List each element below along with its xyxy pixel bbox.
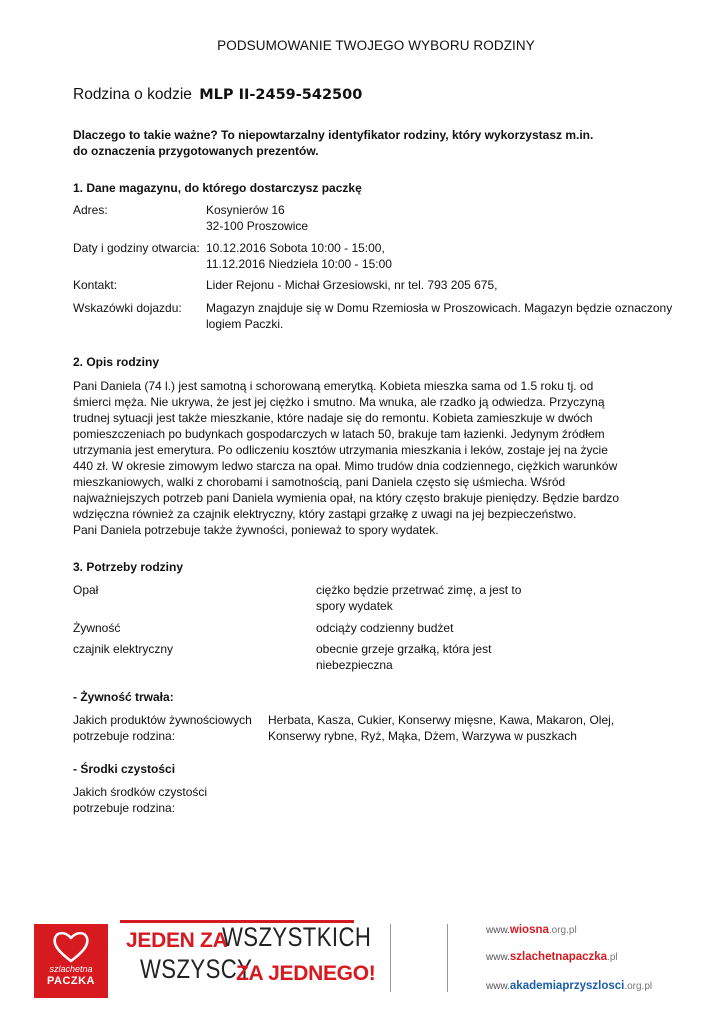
- need-reason: [316, 582, 546, 614]
- hours-label: Daty i godziny otwarcia:: [73, 241, 200, 255]
- family-code-prefix: Rodzina o kodzie: [73, 86, 192, 103]
- food-label-line: potrzebuje rodzina:: [73, 729, 176, 743]
- link-szlachetnapaczka[interactable]: [486, 951, 618, 963]
- footer-banner: [0, 900, 724, 1024]
- link-prefix: www.: [486, 952, 510, 963]
- hours-line-2: 11.12.2016 Niedziela 10:00 - 15:00: [206, 257, 392, 271]
- address-line-1: Kosynierów 16: [206, 203, 285, 217]
- need-reason-line: odciąży codzienny budżet: [316, 621, 454, 635]
- slogan-dark-2: WSZYSCY: [140, 954, 253, 984]
- link-wiosna[interactable]: [486, 924, 577, 936]
- heart-icon: [51, 930, 91, 964]
- link-suffix: .pl: [607, 952, 618, 963]
- description-heading: 2. Opis rodziny: [73, 355, 160, 369]
- cleaning-label-line: potrzebuje rodzina:: [73, 801, 176, 815]
- slogan-red-1: JEDEN ZA: [126, 929, 228, 952]
- address-value: [206, 202, 676, 234]
- food-value: [268, 712, 688, 744]
- why-line-2: do oznaczenia przygotowanych prezentów.: [73, 144, 319, 158]
- food-heading: - Żywność trwała:: [73, 690, 174, 704]
- family-code-line: [73, 86, 362, 104]
- cleaning-label-line: Jakich środków czystości: [73, 785, 208, 799]
- need-reason-line: obecnie grzeje grzałką, która jest: [316, 642, 492, 656]
- hours-value: [206, 240, 676, 272]
- address-label: Adres:: [73, 203, 108, 217]
- cleaning-label: [73, 784, 207, 816]
- link-suffix: .org.pl: [548, 925, 577, 936]
- link-akademiaprzyszlosci[interactable]: [486, 980, 652, 992]
- food-value-line: Herbata, Kasza, Cukier, Konserwy mięsne, Kawa, Makaron, Olej,: [268, 713, 615, 727]
- address-line-2: 32-100 Proszowice: [206, 219, 309, 233]
- link-name: akademiaprzyszlosci: [509, 980, 625, 992]
- footer-divider: [447, 924, 448, 992]
- szlachetna-paczka-logo: [34, 924, 108, 998]
- need-reason-line: spory wydatek: [316, 599, 393, 613]
- cleaning-heading: - Środki czystości: [73, 762, 176, 776]
- link-prefix: www.: [486, 925, 510, 936]
- need-name: czajnik elektryczny: [73, 642, 174, 656]
- slogan-red-2: ZA JEDNEGO!: [236, 962, 376, 985]
- logo-text-szlachetna: szlachetna: [49, 964, 93, 974]
- document-title: PODSUMOWANIE TWOJEGO WYBORU RODZINY: [217, 38, 535, 53]
- need-name: Opał: [73, 583, 99, 597]
- link-name: szlachetnapaczka: [509, 951, 608, 963]
- contact-value: Lider Rejonu - Michał Grzesiowski, nr tel. 793 205 675,: [206, 278, 498, 292]
- needs-heading: 3. Potrzeby rodziny: [73, 560, 184, 574]
- link-name: wiosna: [509, 924, 549, 936]
- need-reason-line: niebezpieczna: [316, 658, 393, 672]
- directions-label: Wskazówki dojazdu:: [73, 301, 182, 315]
- contact-label: Kontakt:: [73, 278, 118, 292]
- directions-value: [206, 300, 676, 332]
- food-value-line: Konserwy rybne, Ryż, Mąka, Dżem, Warzywa w puszkach: [268, 729, 577, 743]
- need-reason: [316, 620, 546, 636]
- link-prefix: www.: [486, 981, 510, 992]
- directions-line-2: logiem Paczki.: [206, 317, 284, 331]
- directions-line-1: Magazyn znajduje się w Domu Rzemiosła w Proszowicach. Magazyn będzie oznaczony: [206, 301, 673, 315]
- footer-divider: [390, 924, 391, 992]
- family-description: Pani Daniela (74 l.) jest samotną i schorowaną emerytką. Kobieta mieszka sama od 1.5 roku tj. od śmierci męża. Nie ukrywa, że jest jej ciężko i smutno. Ma wnuka, ale rzadko ją odwiedza. Przyczyną trudnej sytuacji jest także mieszkanie, które nadaje się do remontu. Kobieta zamieszkuje w dwóch pomieszczeniach po budynkach gospodarczych w latach 50, brakuje tam łazienki. Jedynym źródłem utrzymania jest emerytura. Po odliczeniu kosztów utrzymania mieszkania i leków, zostaje jej na życie 440 zł. W okresie zimowym ledwo starcza na opał. Mimo trudów dnia codziennego, ciężkich warunków mieszkaniowych, walki z chorobami i samotnością, pani Daniela często się uśmiecha. Wśród najważniejszych potrzeb pani Daniela wymienia opał, na który często brakuje pieniędzy. Będzie bardzo wdzięczna również za czajnik elektryczny, który zastąpi grzałkę z uwagi na jej bezpieczeństwo. Pani Daniela potrzebuje także żywności, ponieważ to spory wydatek.: [73, 379, 620, 537]
- link-suffix: .org.pl: [624, 981, 653, 992]
- food-label-line: Jakich produktów żywnościowych: [73, 713, 252, 727]
- why-important-note: [73, 127, 673, 159]
- food-label: [73, 712, 252, 744]
- why-line-1: Dlaczego to takie ważne? To niepowtarzalny identyfikator rodziny, który wykorzystasz m.in.: [73, 128, 594, 142]
- warehouse-heading: 1. Dane magazynu, do którego dostarczysz paczkę: [73, 181, 362, 195]
- slogan-dark-1: WSZYSTKICH: [222, 922, 372, 952]
- need-reason-line: ciężko będzie przetrwać zimę, a jest to: [316, 583, 522, 597]
- need-name: Żywność: [73, 621, 121, 635]
- logo-text-paczka: PACZKA: [46, 975, 95, 987]
- hours-line-1: 10.12.2016 Sobota 10:00 - 15:00,: [206, 241, 385, 255]
- need-reason: [316, 641, 546, 673]
- family-code: MLP II-2459-542500: [199, 87, 363, 103]
